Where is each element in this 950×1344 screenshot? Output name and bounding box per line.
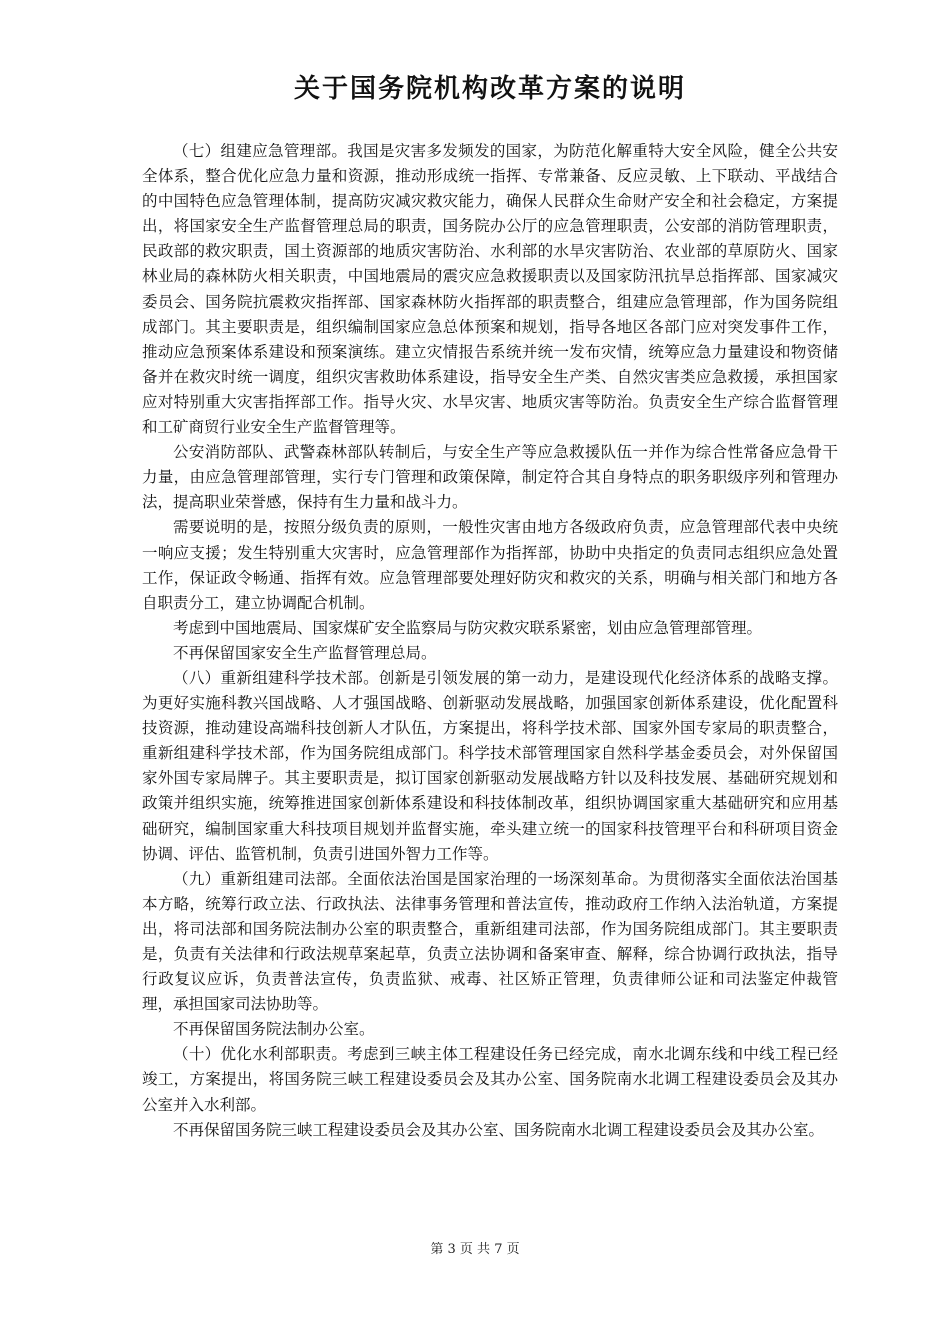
body-text [142, 139, 838, 1143]
paragraph: （九）重新组建司法部。全面依法治国是国家治理的一场深刻革命。为贯彻落实全面依法治国基本方略，统筹行政立法、行政执法、法律事务管理和普法宣传，推动政府工作纳入法治轨道，方案提出，将司法部和国务院法制办公室的职责整合，重新组建司法部，作为国务院组成部门。其主要职责是，负责有关法律和行政法规草案起草，负责立法协调和备案审查、解释，综合协调行政执法，指导行政复议应诉，负责普法宣传，负责监狱、戒毒、社区矫正管理，负责律师公证和司法鉴定仲裁管理，承担国家司法协助等。 [142, 869, 838, 1014]
paragraph: 考虑到中国地震局、国家煤矿安全监察局与防灾救灾联系紧密，划由应急管理部管理。 [173, 618, 763, 637]
page-title: 关于国务院机构改革方案的说明 [293, 74, 686, 104]
paragraph: （十）优化水利部职责。考虑到三峡主体工程建设任务已经完成，南水北调东线和中线工程已经竣工，方案提出，将国务院三峡工程建设委员会及其办公室、国务院南水北调工程建设委员会及其办公室并入水利部。 [142, 1045, 838, 1114]
paragraph: 需要说明的是，按照分级负责的原则，一般性灾害由地方各级政府负责，应急管理部代表中央统一响应支援；发生特别重大灾害时，应急管理部作为指挥部，协助中央指定的负责同志组织应急处置工作，保证政令畅通、指挥有效。应急管理部要处理好防灾和救灾的关系，明确与相关部门和地方各自职责分工，建立协调配合机制。 [142, 518, 838, 612]
paragraph: （八）重新组建科学技术部。创新是引领发展的第一动力，是建设现代化经济体系的战略支撑。为更好实施科教兴国战略、人才强国战略、创新驱动发展战略，加强国家创新体系建设，优化配置科技资源，推动建设高端科技创新人才队伍，方案提出，将科学技术部、国家外国专家局的职责整合，重新组建科学技术部，作为国务院组成部门。科学技术部管理国家自然科学基金委员会，对外保留国家外国专家局牌子。其主要职责是，拟订国家创新驱动发展战略方针以及科技发展、基础研究规划和政策并组织实施，统筹推进国家创新体系建设和科技体制改革，组织协调国家重大基础研究和应用基础研究，编制国家重大科技项目规划并监督实施，牵头建立统一的国家科技管理平台和科研项目资金协调、评估、监管机制，负责引进国外智力工作等。 [142, 668, 838, 863]
paragraph: 不再保留国家安全生产监督管理总局。 [173, 643, 437, 662]
page-number-footer: 第 3 页 共 7 页 [430, 1242, 520, 1257]
paragraph: 不再保留国务院法制办公室。 [173, 1020, 375, 1039]
paragraph: （七）组建应急管理部。我国是灾害多发频发的国家，为防范化解重特大安全风险，健全公共安全体系，整合优化应急力量和资源，推动形成统一指挥、专常兼备、反应灵敏、上下联动、平战结合的中国特色应急管理体制，提高防灾减灾救灾能力，确保人民群众生命财产安全和社会稳定，方案提出，将国家安全生产监督管理总局的职责，国务院办公厅的应急管理职责，公安部的消防管理职责，民政部的救灾职责，国土资源部的地质灾害防治、水利部的水旱灾害防治、农业部的草原防火、国家林业局的森林防火相关职责，中国地震局的震灾应急救援职责以及国家防汛抗旱总指挥部、国家减灾委员会、国务院抗震救灾指挥部、国家森林防火指挥部的职责整合，组建应急管理部，作为国务院组成部门。其主要职责是，组织编制国家应急总体预案和规划，指导各地区各部门应对突发事件工作，推动应急预案体系建设和预案演练。建立灾情报告系统并统一发布灾情，统筹应急力量建设和物资储备并在救灾时统一调度，组织灾害救助体系建设，指导安全生产类、自然灾害类应急救援，承担国家应对特别重大灾害指挥部工作。指导火灾、水旱灾害、地质灾害等防治。负责安全生产综合监督管理和工矿商贸行业安全生产监督管理等。 [142, 142, 838, 437]
paragraph: 公安消防部队、武警森林部队转制后，与安全生产等应急救援队伍一并作为综合性常备应急骨干力量，由应急管理部管理，实行专门管理和政策保障，制定符合其自身特点的职务职级序列和管理办法，提高职业荣誉感，保持有生力量和战斗力。 [142, 443, 838, 512]
paragraph: 不再保留国务院三峡工程建设委员会及其办公室、国务院南水北调工程建设委员会及其办公室。 [173, 1120, 825, 1139]
